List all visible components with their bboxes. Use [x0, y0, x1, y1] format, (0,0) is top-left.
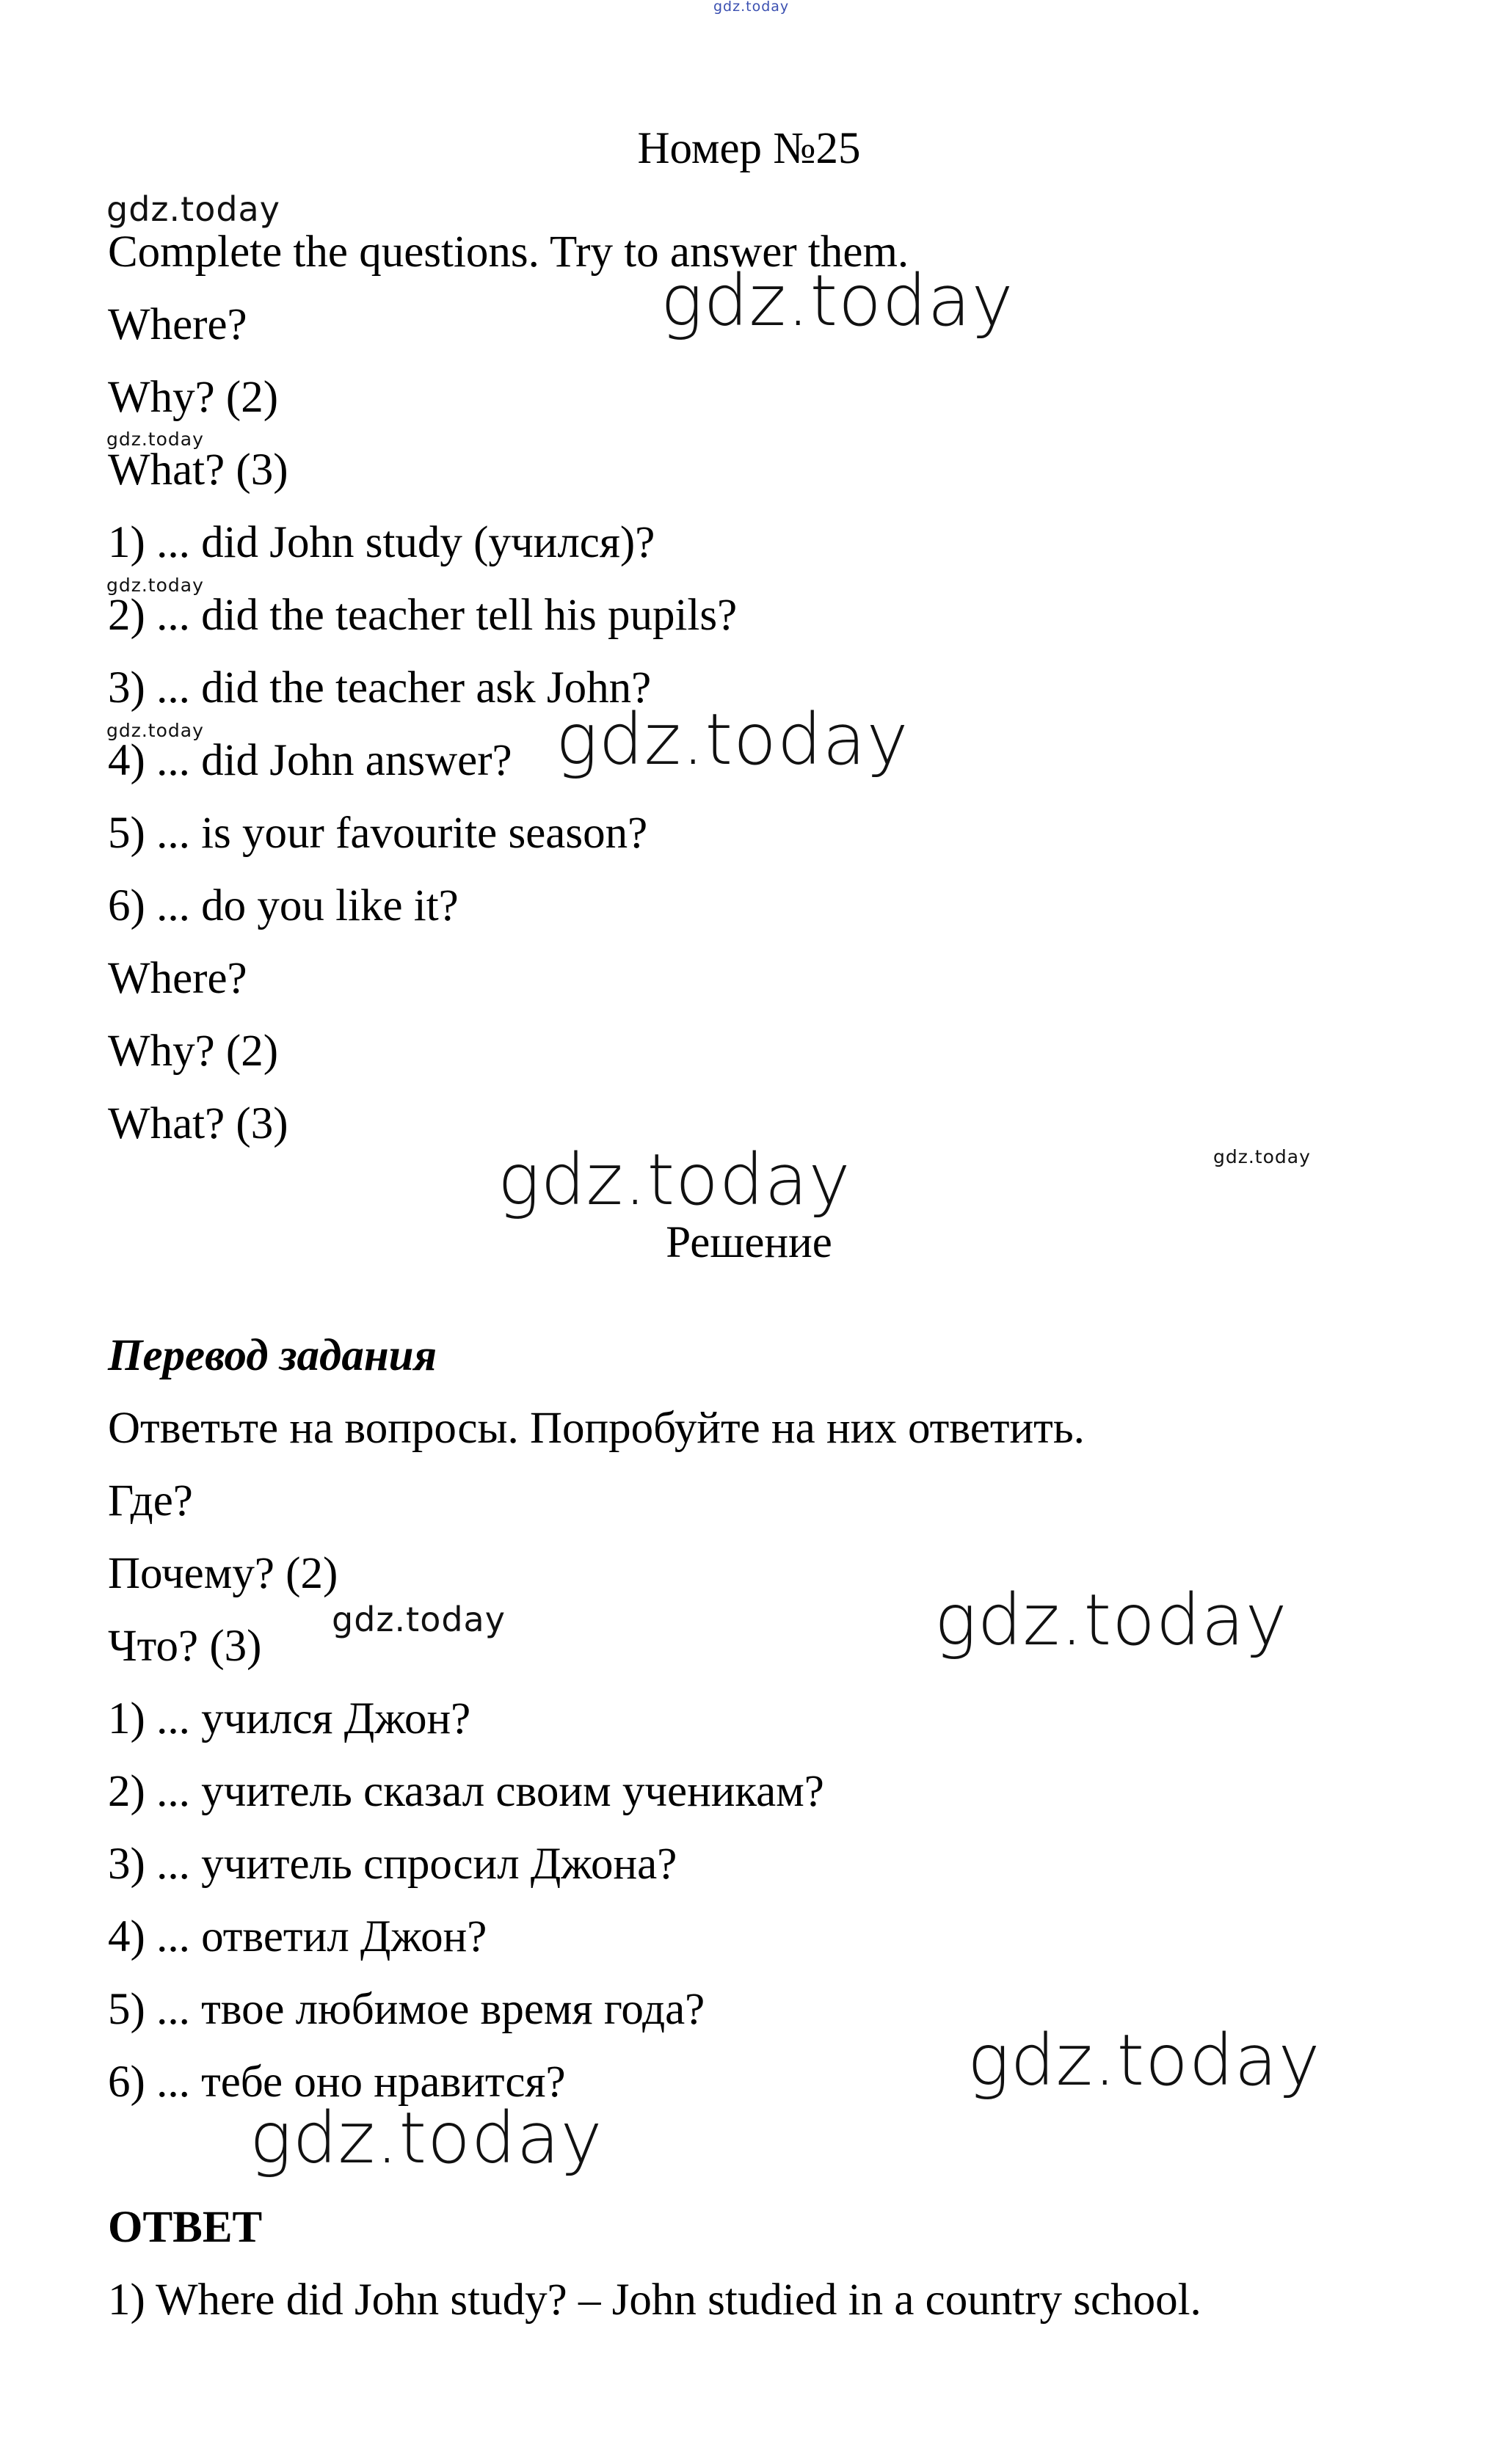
translation-question: 6) ... тебе оно нравится? — [108, 2057, 566, 2107]
watermark: gdz.today — [1213, 1146, 1311, 1167]
translation-question: 3) ... учитель спросил Джона? — [108, 1840, 677, 1889]
task-word: Why? (2) — [108, 1027, 279, 1076]
task-instruction: Complete the questions. Try to answer them. — [108, 227, 909, 277]
watermark: gdz.today — [106, 575, 204, 596]
answer-line: 1) Where did John study? – John studied in a country school. — [108, 2275, 1201, 2325]
watermark: gdz.today — [332, 1600, 506, 1639]
solution-label: Решение — [666, 1218, 832, 1267]
task-question: 5) ... is your favourite season? — [108, 809, 648, 858]
task-word: What? (3) — [108, 1099, 288, 1148]
task-question: 6) ... do you like it? — [108, 881, 459, 930]
task-word: Where? — [108, 300, 247, 349]
watermark-top: gdz.today — [713, 0, 790, 15]
task-question: 4) ... did John answer? — [108, 736, 512, 785]
task-question: 1) ... did John study (учился)? — [108, 518, 655, 567]
watermark: gdz.today — [556, 699, 909, 781]
task-question: 3) ... did the teacher ask John? — [108, 663, 652, 712]
watermark: gdz.today — [106, 189, 280, 229]
answer-heading: ОТВЕТ — [108, 2203, 263, 2252]
task-question: 2) ... did the teacher tell his pupils? — [108, 591, 738, 640]
task-word: Why? (2) — [108, 373, 279, 422]
translation-word: Почему? (2) — [108, 1549, 338, 1598]
watermark: gdz.today — [967, 2019, 1321, 2102]
watermark: gdz.today — [250, 2097, 603, 2179]
watermark: gdz.today — [934, 1579, 1288, 1661]
translation-question: 1) ... учился Джон? — [108, 1694, 471, 1743]
page-title: Номер №25 — [637, 124, 861, 173]
watermark: gdz.today — [106, 720, 204, 741]
translation-word: Что? (3) — [108, 1622, 262, 1671]
watermark: gdz.today — [498, 1139, 851, 1221]
translation-question: 5) ... твое любимое время года? — [108, 1985, 705, 2034]
translation-question: 4) ... ответил Джон? — [108, 1912, 487, 1961]
task-word: What? (3) — [108, 445, 288, 495]
translation-question: 2) ... учитель сказал своим ученикам? — [108, 1767, 824, 1816]
translation-instruction: Ответьте на вопросы. Попробуйте на них ответить. — [108, 1404, 1085, 1453]
watermark: gdz.today — [661, 260, 1014, 342]
watermark: gdz.today — [106, 429, 204, 450]
task-word: Where? — [108, 954, 247, 1003]
translation-heading: Перевод задания — [108, 1331, 437, 1380]
translation-word: Где? — [108, 1476, 193, 1526]
